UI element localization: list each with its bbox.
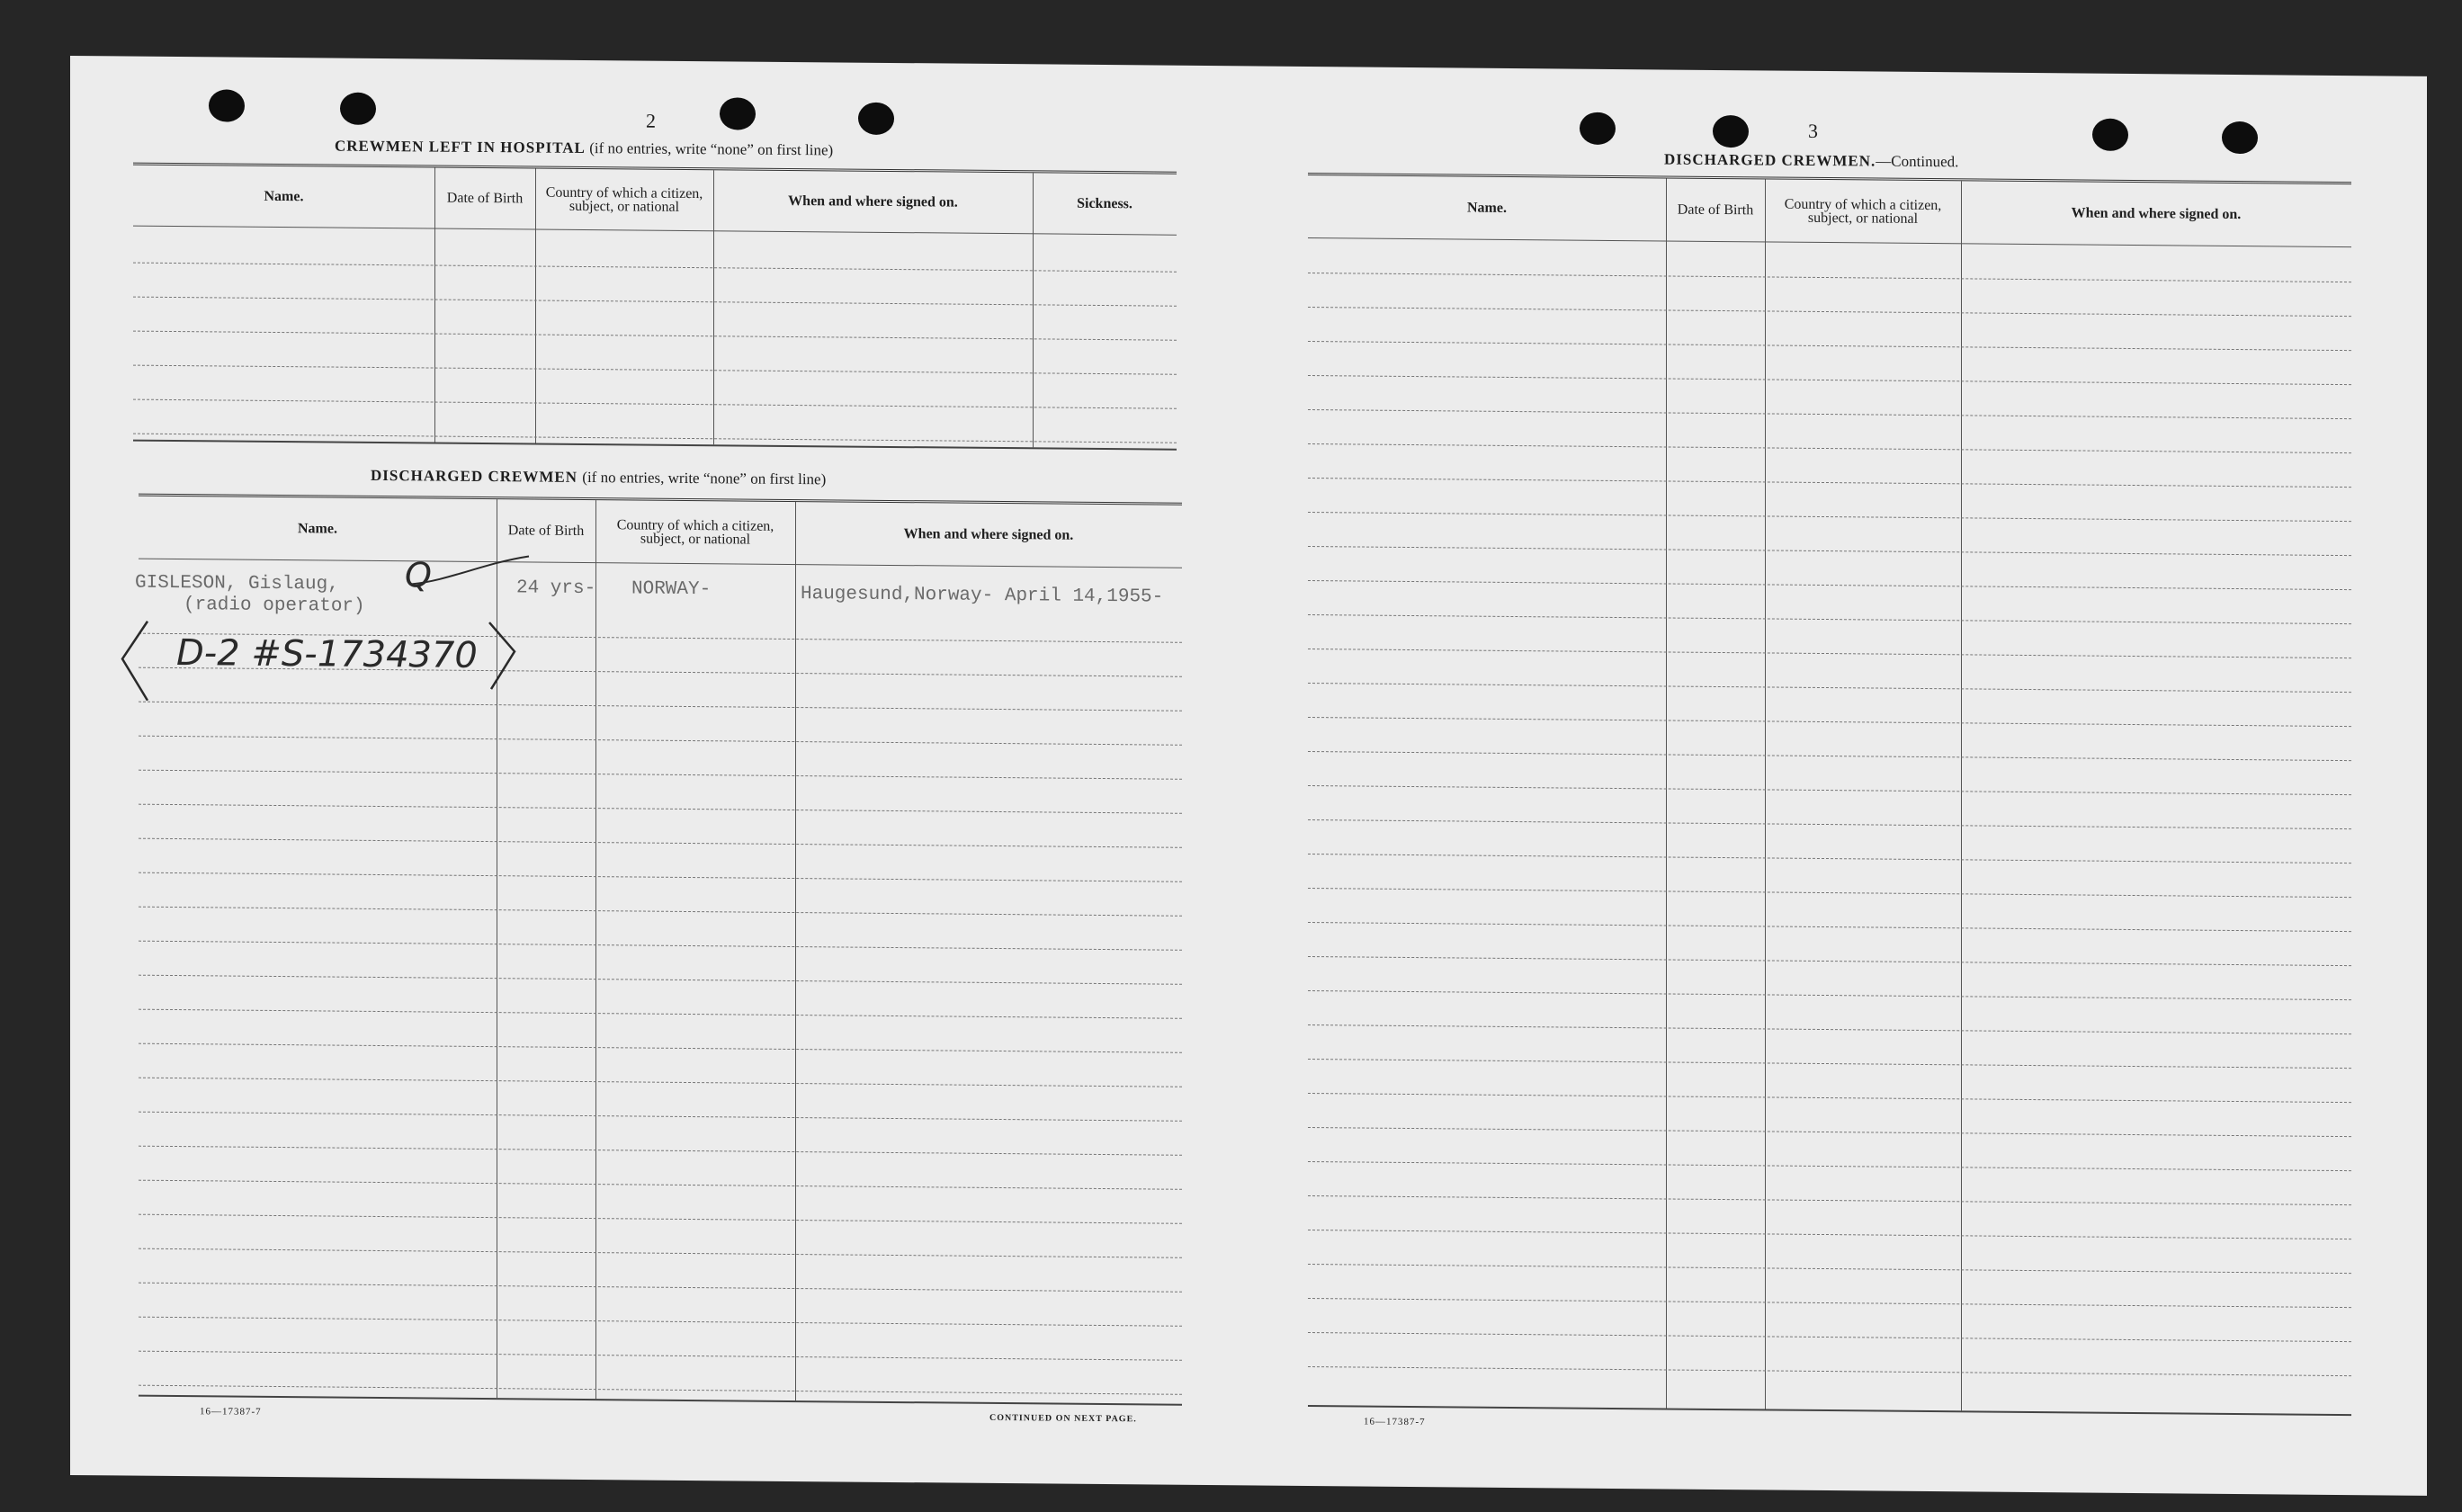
punch-hole xyxy=(1580,112,1616,145)
entry-line xyxy=(1308,1059,2351,1069)
punch-hole xyxy=(2092,119,2128,151)
header-signed: When and where signed on. xyxy=(2071,205,2242,223)
crew-role: (radio operator) xyxy=(184,595,365,617)
entry-line xyxy=(139,872,1182,882)
punch-hole xyxy=(720,97,756,130)
entry-line xyxy=(1308,854,2351,863)
column-divider xyxy=(1765,179,1766,1409)
discharged-table xyxy=(139,494,1182,1406)
handwritten-stroke xyxy=(394,544,538,599)
hospital-table-header xyxy=(133,166,1177,236)
entry-line xyxy=(1308,649,2351,658)
header-name: Name. xyxy=(264,188,304,205)
entry-line xyxy=(1308,341,2351,351)
entry-line xyxy=(139,702,1182,711)
entry-line xyxy=(1308,614,2351,624)
discharged-continued-title xyxy=(1664,150,1958,171)
entry-line xyxy=(133,263,1177,273)
entry-line xyxy=(1308,1024,2351,1034)
entry-line xyxy=(139,804,1182,814)
entry-line xyxy=(1308,307,2351,317)
discharged-table-header xyxy=(139,497,1182,568)
entry-line xyxy=(1308,990,2351,1000)
entry-line xyxy=(1308,1093,2351,1103)
header-country: Country of which a citizen, subject, or national xyxy=(616,516,774,548)
header-sickness: Sickness. xyxy=(1077,195,1133,212)
hospital-table xyxy=(133,163,1177,451)
page-number: 2 xyxy=(646,109,658,132)
entry-line xyxy=(139,975,1182,985)
entry-line xyxy=(1308,1161,2351,1171)
entry-line xyxy=(133,297,1177,307)
crew-dob: 24 yrs- xyxy=(516,577,596,600)
entry-line xyxy=(1308,1230,2351,1239)
punch-hole xyxy=(209,89,245,121)
right-page xyxy=(1240,66,2427,1496)
entry-line xyxy=(139,1043,1182,1053)
column-divider xyxy=(1961,181,1962,1410)
entry-line xyxy=(133,399,1177,409)
entry-line xyxy=(139,1351,1182,1361)
entry-line xyxy=(139,1214,1182,1224)
entry-line xyxy=(1308,785,2351,795)
header-country: Country of which a citizen, subject, or national xyxy=(1784,196,1942,227)
header-name: Name. xyxy=(298,521,337,537)
header-country: Country of which a citizen, subject, or national xyxy=(545,184,703,215)
entry-line xyxy=(139,1112,1182,1122)
entry-line xyxy=(139,736,1182,746)
entry-line xyxy=(139,1317,1182,1327)
entry-line xyxy=(139,838,1182,848)
entry-line xyxy=(133,365,1177,375)
entry-line xyxy=(1308,409,2351,419)
discharged-continued-header xyxy=(1308,175,2351,247)
entry-line xyxy=(139,1180,1182,1190)
header-dob: Date of Birth xyxy=(446,190,524,207)
discharged-title-text: DISCHARGED CREWMEN xyxy=(371,466,578,486)
page-number: 3 xyxy=(1808,119,1820,142)
entry-line xyxy=(139,941,1182,951)
discharged-continued-note: —Continued. xyxy=(1876,152,1959,171)
entry-line xyxy=(139,1009,1182,1019)
discharged-continued-table xyxy=(1308,173,2351,1416)
crew-country: NORWAY- xyxy=(631,578,712,601)
entry-line xyxy=(139,1248,1182,1258)
entry-line xyxy=(1308,751,2351,761)
discharged-section-title xyxy=(371,467,826,488)
left-page xyxy=(70,56,1240,1485)
document-sheet xyxy=(70,56,2427,1496)
entry-line xyxy=(133,331,1177,341)
handwritten-bracket-left xyxy=(117,615,153,705)
continued-note: CONTINUED ON NEXT PAGE. xyxy=(989,1412,1137,1425)
column-divider xyxy=(1666,178,1667,1408)
entry-line xyxy=(1308,922,2351,932)
entry-line xyxy=(139,907,1182,917)
entry-line xyxy=(1308,819,2351,829)
header-signed: When and where signed on. xyxy=(788,192,958,210)
header-signed: When and where signed on. xyxy=(903,526,1074,543)
entry-line xyxy=(139,1385,1182,1395)
entry-line xyxy=(1308,546,2351,556)
discharged-title-note: (if no entries, write “none” on first line) xyxy=(582,468,827,488)
entry-line xyxy=(1308,1366,2351,1376)
hospital-section-title xyxy=(335,138,833,160)
entry-line xyxy=(139,1078,1182,1087)
entry-line xyxy=(1308,512,2351,522)
entry-line xyxy=(139,1146,1182,1156)
hospital-title-text: CREWMEN LEFT IN HOSPITAL xyxy=(335,137,585,157)
entry-line xyxy=(1308,580,2351,590)
entry-line xyxy=(1308,443,2351,453)
header-name: Name. xyxy=(1467,200,1507,216)
entry-line xyxy=(1308,956,2351,966)
discharged-continued-title-text: DISCHARGED CREWMEN. xyxy=(1664,150,1876,170)
header-dob: Date of Birth xyxy=(507,523,585,539)
entry-line xyxy=(1308,1195,2351,1205)
entry-line xyxy=(1308,375,2351,385)
handwritten-note: D-2 #S-1734370 xyxy=(176,632,478,676)
crew-signed-on: Haugesund,Norway- April 14,1955- xyxy=(801,584,1164,608)
handwritten-bracket-right xyxy=(484,617,520,707)
punch-hole xyxy=(2222,121,2258,154)
handwritten-mark: Q xyxy=(405,555,432,595)
form-number: 16—17387-7 xyxy=(200,1406,262,1418)
entry-line xyxy=(139,1283,1182,1293)
entry-line xyxy=(139,770,1182,780)
entry-line xyxy=(133,434,1177,443)
entry-line xyxy=(1308,717,2351,727)
column-divider xyxy=(595,500,596,1399)
punch-hole xyxy=(340,93,376,125)
punch-hole xyxy=(858,103,894,135)
hospital-title-note: (if no entries, write “none” on first line) xyxy=(589,139,834,159)
entry-line xyxy=(1308,273,2351,282)
entry-line xyxy=(1308,478,2351,488)
form-number: 16—17387-7 xyxy=(1364,1416,1426,1428)
header-dob: Date of Birth xyxy=(1677,201,1754,219)
entry-line xyxy=(1308,1264,2351,1274)
entry-line xyxy=(1308,683,2351,693)
column-divider xyxy=(795,502,796,1400)
crew-name: GISLESON, Gislaug, xyxy=(135,572,339,595)
entry-line xyxy=(1308,1127,2351,1137)
entry-line xyxy=(1308,888,2351,898)
entry-line xyxy=(1308,1332,2351,1342)
entry-line xyxy=(1308,1298,2351,1308)
punch-hole xyxy=(1713,115,1749,148)
